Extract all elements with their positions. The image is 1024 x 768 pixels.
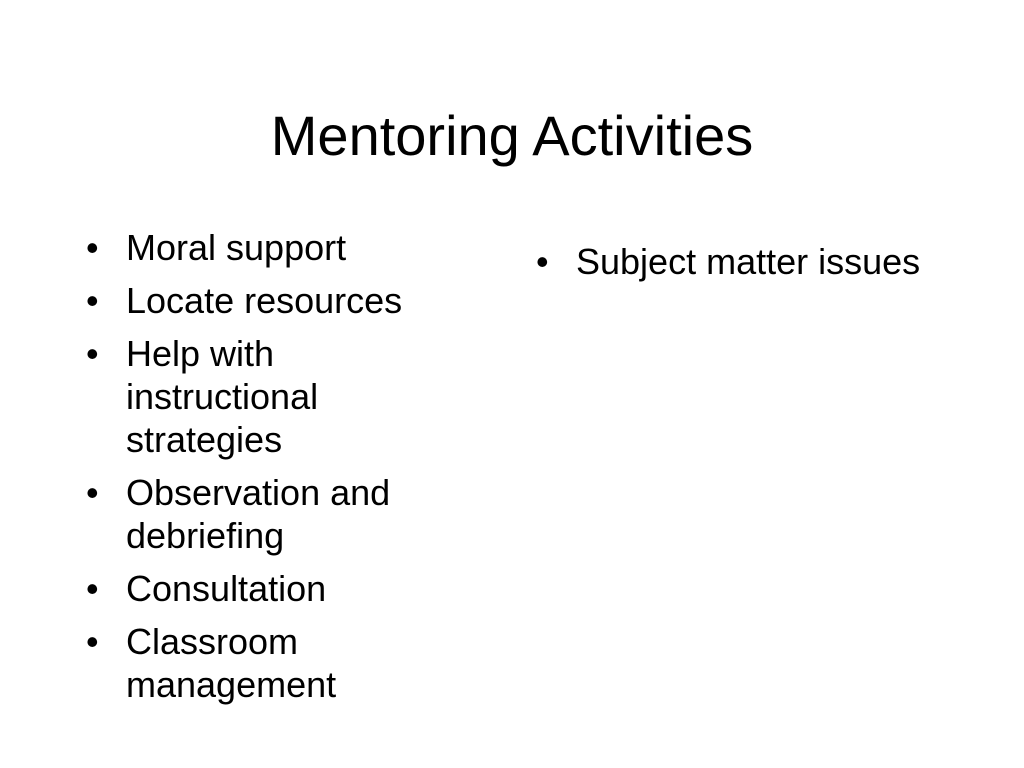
bullet-icon: • [86,280,99,321]
bullet-icon: • [536,241,549,282]
list-item [86,226,466,269]
bullet-label: Help with instructional strategies [126,333,319,460]
bullet-icon: • [86,227,99,268]
bullet-icon: • [86,333,99,374]
list-item [86,471,466,557]
bullet-icon: • [86,621,99,662]
bullet-label: Locate resources [126,280,403,321]
slide-title: Mentoring Activities [270,104,754,167]
bullet-label: Consultation [126,568,327,609]
left-bullet-list [86,226,466,716]
bullet-label: Moral support [126,227,347,268]
list-item [86,620,466,706]
list-item [86,332,466,461]
list-item [536,240,996,283]
bullet-label: Classroom management [126,621,337,705]
list-item [86,567,466,610]
bullet-icon: • [86,568,99,609]
bullet-label: Observation and debriefing [126,472,391,556]
bullet-icon: • [86,472,99,513]
right-bullet-list [536,240,996,293]
list-item [86,279,466,322]
bullet-label: Subject matter issues [576,241,921,282]
